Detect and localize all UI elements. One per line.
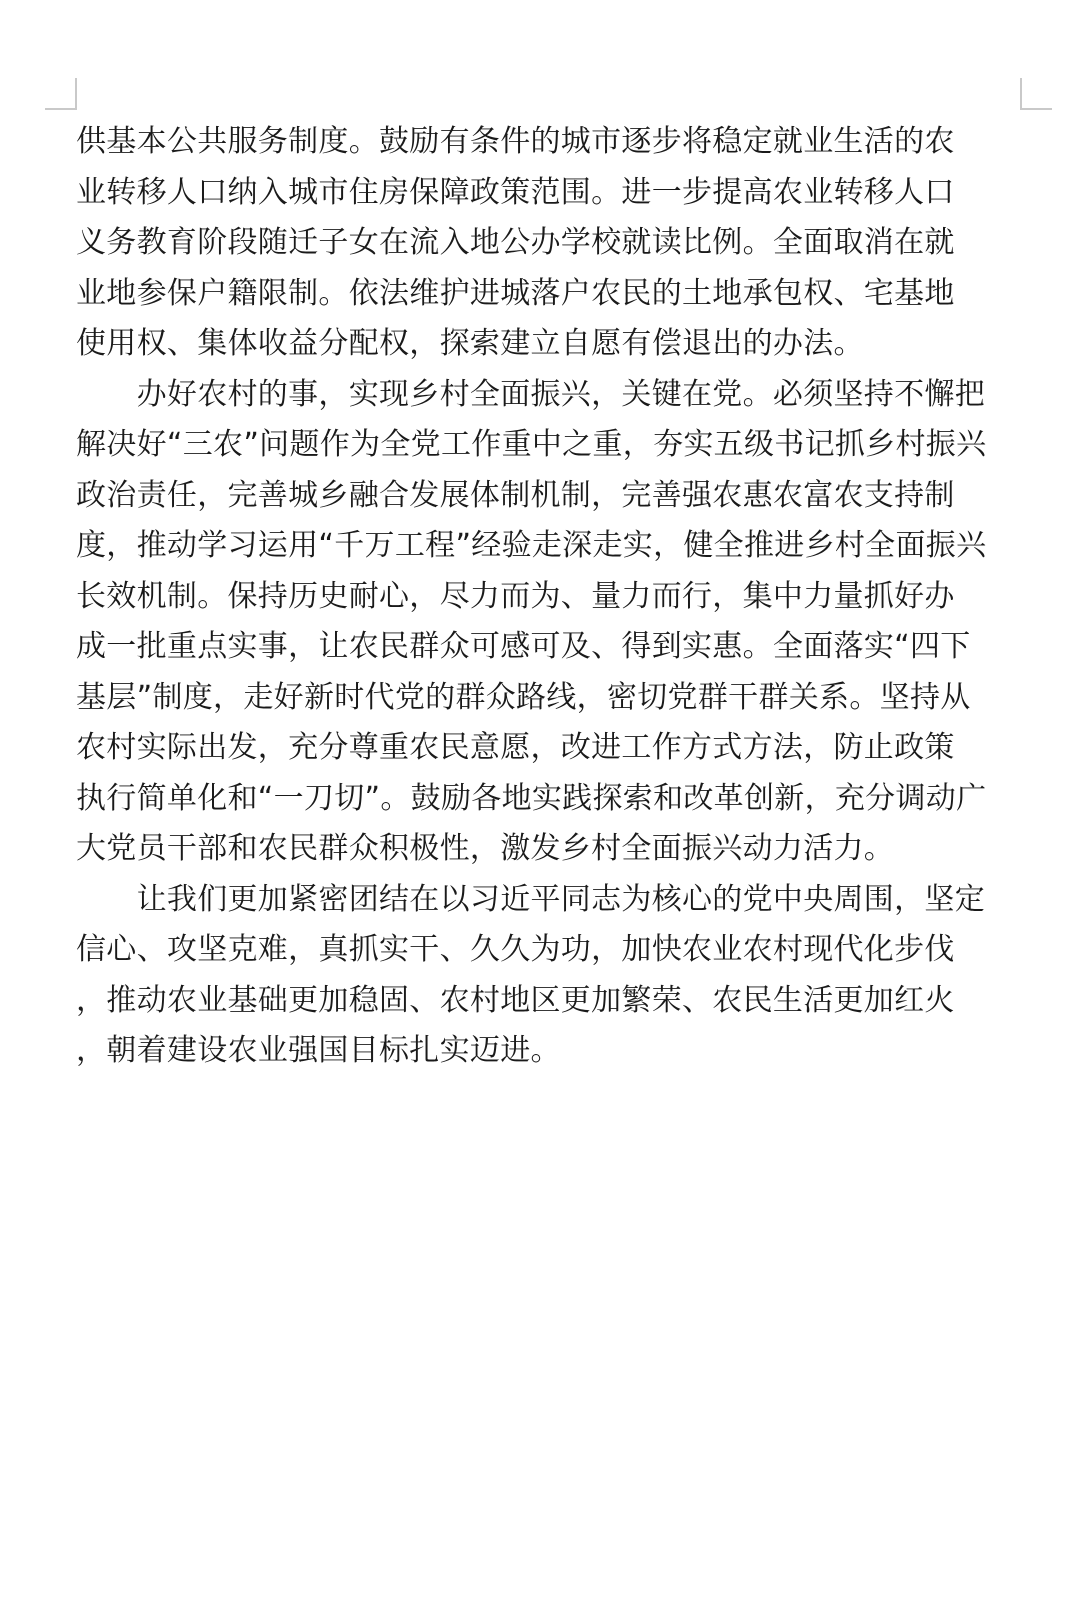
page-corner-mark-top-right xyxy=(1020,78,1052,110)
text-line: 执行简单化和“一刀切”。鼓励各地实践探索和改革创新，充分调动广 xyxy=(76,780,987,816)
text-line: 基层”制度，走好新时代党的群众路线，密切党群干群关系。坚持从 xyxy=(76,679,971,715)
page-corner-mark-top-left xyxy=(45,78,77,110)
body-text xyxy=(76,117,1006,1077)
text-line: ，朝着建设农业强国目标扎实迈进。 xyxy=(76,1033,561,1068)
text-line: 信心、攻坚克难，真抓实干、久久为功，加快农业农村现代化步伐 xyxy=(76,932,955,967)
text-line: 政治责任，完善城乡融合发展体制机制，完善强农惠农富农支持制 xyxy=(76,477,955,513)
text-line: 供基本公共服务制度。鼓励有条件的城市逐步将稳定就业生活的农 xyxy=(76,124,955,159)
text-line: 大党员干部和农民群众积极性，激发乡村全面振兴动力活力。 xyxy=(76,831,895,866)
text-line: 义务教育阶段随迁子女在流入地公办学校就读比例。全面取消在就 xyxy=(76,225,955,260)
text-line: 农村实际出发，充分尊重农民意愿，改进工作方式方法，防止政策 xyxy=(76,730,955,765)
text-line: ，推动农业基础更加稳固、农村地区更加繁荣、农民生活更加红火 xyxy=(76,982,955,1018)
text-line: 长效机制。保持历史耐心，尽力而为、量力而行，集中力量抓好办 xyxy=(76,578,955,614)
text-line: 成一批重点实事，让农民群众可感可及、得到实惠。全面落实“四下 xyxy=(76,629,971,664)
text-line: 业地参保户籍限制。依法维护进城落户农民的土地承包权、宅基地 xyxy=(76,275,955,311)
text-line: 业转移人口纳入城市住房保障政策范围。进一步提高农业转移人口 xyxy=(76,174,955,210)
text-line: 解决好“三农”问题作为全党工作重中之重，夯实五级书记抓乡村振兴 xyxy=(76,427,987,462)
text-line: 度，推动学习运用“千万工程”经验走深走实，健全推进乡村全面振兴 xyxy=(76,528,987,563)
text-line: 使用权、集体收益分配权，探索建立自愿有偿退出的办法。 xyxy=(76,326,864,361)
text-line: 办好农村的事，实现乡村全面振兴，关键在党。必须坚持不懈把 xyxy=(76,376,985,412)
text-line: 让我们更加紧密团结在以习近平同志为核心的党中央周围，坚定 xyxy=(76,881,985,917)
